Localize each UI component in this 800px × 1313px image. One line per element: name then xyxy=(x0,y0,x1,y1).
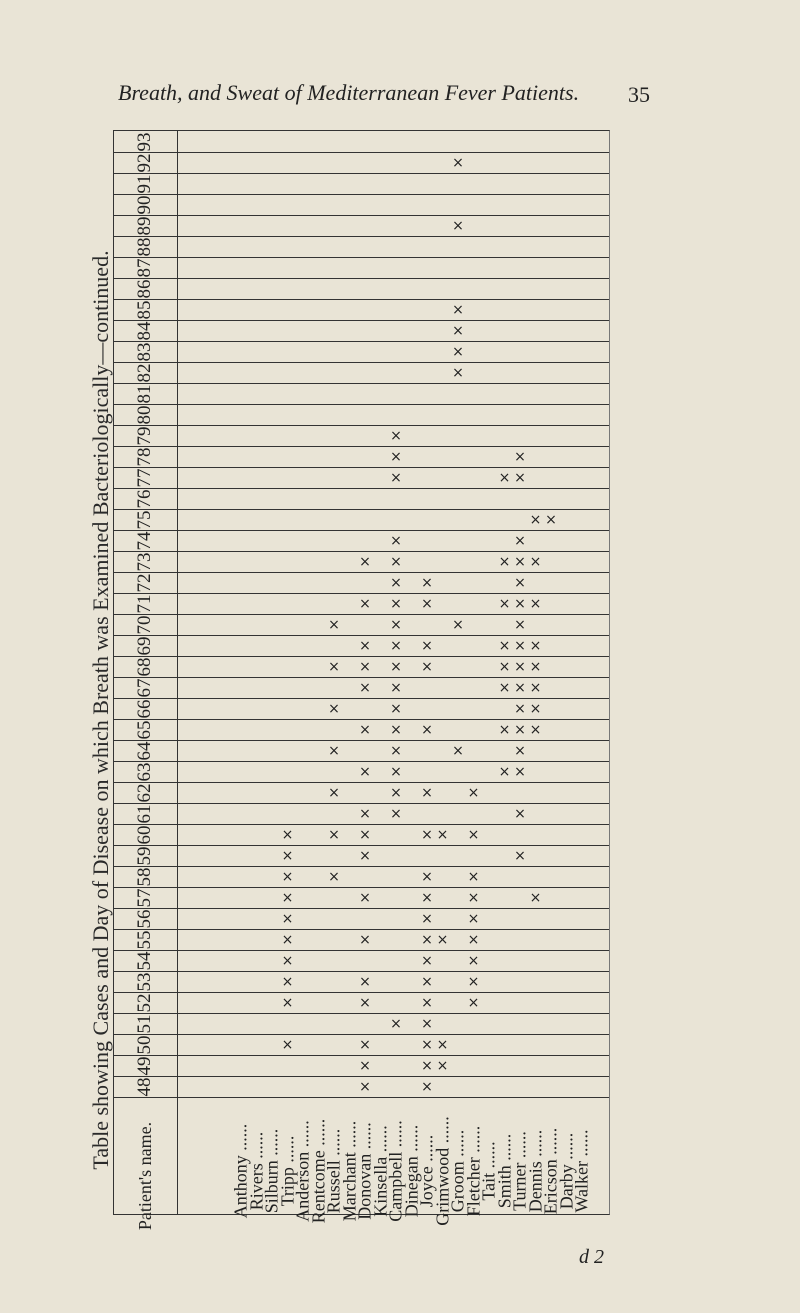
examination-mark: × xyxy=(421,868,433,885)
day-label: 67 xyxy=(134,678,155,697)
examination-mark: × xyxy=(436,1057,449,1074)
examination-mark: × xyxy=(359,805,371,822)
examination-mark: × xyxy=(390,805,402,822)
day-label: 78 xyxy=(134,447,155,466)
examination-mark: × xyxy=(328,868,340,885)
day-label: 52 xyxy=(134,993,155,1012)
examination-mark: × xyxy=(359,994,371,1011)
row-divider xyxy=(114,740,609,741)
examination-mark: × xyxy=(359,1057,371,1074)
row-divider xyxy=(114,1055,609,1056)
day-label: 66 xyxy=(134,699,155,718)
row-divider xyxy=(114,467,609,468)
examination-mark: × xyxy=(359,595,371,612)
patient-name: Marchant ...... xyxy=(339,1120,359,1222)
day-label: 85 xyxy=(134,300,155,319)
row-divider xyxy=(114,677,609,678)
row-divider xyxy=(114,215,609,216)
row-divider xyxy=(114,866,609,867)
examination-mark: × xyxy=(514,721,526,738)
examination-mark: × xyxy=(436,826,449,843)
row-divider xyxy=(114,404,609,405)
examination-mark: × xyxy=(390,1015,402,1032)
examination-mark: × xyxy=(514,679,526,696)
examination-mark: × xyxy=(359,847,371,864)
examination-mark: × xyxy=(436,931,449,948)
day-label: 90 xyxy=(134,195,155,214)
examination-mark: × xyxy=(452,301,464,318)
examination-mark: × xyxy=(498,679,511,696)
row-divider xyxy=(114,194,609,195)
day-label: 70 xyxy=(134,615,155,634)
row-divider xyxy=(114,1076,609,1077)
examination-mark: × xyxy=(421,595,433,612)
day-label: 60 xyxy=(134,825,155,844)
examination-mark: × xyxy=(390,574,402,591)
examination-mark: × xyxy=(359,973,371,990)
row-divider xyxy=(114,1034,609,1035)
day-label: 92 xyxy=(134,153,155,172)
examination-mark: × xyxy=(421,931,433,948)
examination-mark: × xyxy=(514,637,526,654)
row-divider xyxy=(114,656,609,657)
row-divider xyxy=(114,530,609,531)
day-label: 61 xyxy=(134,804,155,823)
day-label: 71 xyxy=(134,594,155,613)
examination-mark: × xyxy=(281,826,294,843)
patient-name: Rentcome ...... xyxy=(308,1118,328,1224)
examination-mark: × xyxy=(498,553,511,570)
day-label: 53 xyxy=(134,972,155,991)
day-label: 62 xyxy=(134,783,155,802)
examination-mark: × xyxy=(281,889,294,906)
patient-name: Ericson ...... xyxy=(540,1127,561,1215)
row-divider xyxy=(114,299,609,300)
patient-name: Anthony ...... xyxy=(230,1123,251,1219)
day-label: 65 xyxy=(134,720,155,739)
row-divider xyxy=(114,992,609,993)
day-label: 73 xyxy=(134,552,155,571)
day-label: 59 xyxy=(134,846,155,865)
examination-mark: × xyxy=(390,658,402,675)
examination-mark: × xyxy=(467,931,480,948)
examination-mark: × xyxy=(467,952,480,969)
row-divider xyxy=(114,761,609,762)
row-divider xyxy=(114,362,609,363)
examination-mark: × xyxy=(390,679,402,696)
examination-mark: × xyxy=(328,658,340,675)
day-label: 93 xyxy=(134,132,155,151)
patient-name: Donovan ...... xyxy=(354,1122,375,1220)
examination-mark: × xyxy=(452,322,464,339)
examination-mark: × xyxy=(359,637,371,654)
row-divider xyxy=(114,1013,609,1014)
examination-mark: × xyxy=(467,889,480,906)
examination-mark: × xyxy=(359,721,371,738)
examination-mark: × xyxy=(467,910,480,927)
day-label: 49 xyxy=(134,1056,155,1075)
row-divider xyxy=(114,635,609,636)
row-divider xyxy=(114,236,609,237)
day-label: 57 xyxy=(134,888,155,907)
row-divider xyxy=(114,551,609,552)
row-divider xyxy=(114,320,609,321)
row-divider xyxy=(114,572,609,573)
examination-mark: × xyxy=(529,889,542,906)
row-divider xyxy=(114,509,609,510)
examination-mark: × xyxy=(390,637,402,654)
examination-mark: × xyxy=(421,574,433,591)
examination-mark: × xyxy=(529,553,542,570)
examination-mark: × xyxy=(421,994,433,1011)
examination-mark: × xyxy=(452,364,464,381)
row-divider xyxy=(114,593,609,594)
examination-mark: × xyxy=(359,658,371,675)
row-divider xyxy=(114,782,609,783)
row-divider xyxy=(114,908,609,909)
day-label: 89 xyxy=(134,216,155,235)
examination-mark: × xyxy=(328,742,340,759)
day-label: 81 xyxy=(134,384,155,403)
examination-mark: × xyxy=(281,1036,294,1053)
examination-mark: × xyxy=(390,469,402,486)
patient-name: Groom ...... xyxy=(447,1129,468,1213)
patient-name: Dinegan ...... xyxy=(401,1124,421,1218)
examination-mark: × xyxy=(514,469,526,486)
day-label: 50 xyxy=(134,1035,155,1054)
examination-mark: × xyxy=(452,742,464,759)
patient-name: Silburn ...... xyxy=(261,1128,282,1214)
examination-mark: × xyxy=(421,784,433,801)
examination-mark: × xyxy=(421,1036,433,1053)
patient-name: Tripp ...... xyxy=(277,1135,297,1207)
patient-name: Smith ...... xyxy=(494,1133,514,1209)
examination-mark: × xyxy=(281,868,294,885)
day-label: 64 xyxy=(134,741,155,760)
day-label: 51 xyxy=(134,1014,155,1033)
examination-mark: × xyxy=(421,973,433,990)
day-label: 75 xyxy=(134,510,155,529)
examination-mark: × xyxy=(467,868,480,885)
day-label: 69 xyxy=(134,636,155,655)
row-divider xyxy=(114,278,609,279)
examination-mark: × xyxy=(281,952,294,969)
day-label: 56 xyxy=(134,909,155,928)
patient-name: Fletcher ...... xyxy=(463,1125,483,1217)
examination-mark: × xyxy=(467,784,480,801)
examination-mark: × xyxy=(498,469,511,486)
day-label: 74 xyxy=(134,531,155,550)
examination-mark: × xyxy=(390,448,402,465)
examination-mark: × xyxy=(390,595,402,612)
patient-name: Kinsella ...... xyxy=(370,1125,390,1217)
examination-mark: × xyxy=(421,1057,433,1074)
examination-mark: × xyxy=(514,574,526,591)
row-divider xyxy=(114,341,609,342)
examination-mark: × xyxy=(421,721,433,738)
row-divider xyxy=(114,824,609,825)
day-label: 55 xyxy=(134,930,155,949)
patient-name: Tait ...... xyxy=(478,1141,499,1201)
examination-mark: × xyxy=(328,700,340,717)
signature-mark: d 2 xyxy=(579,1246,604,1268)
day-label: 54 xyxy=(134,951,155,970)
examination-mark: × xyxy=(359,1036,371,1053)
day-label: 80 xyxy=(134,405,155,424)
examination-mark: × xyxy=(467,994,480,1011)
examination-mark: × xyxy=(514,616,526,633)
row-divider xyxy=(114,446,609,447)
examination-mark: × xyxy=(390,427,402,444)
row-divider xyxy=(114,929,609,930)
examination-mark: × xyxy=(390,532,402,549)
examination-mark: × xyxy=(529,700,542,717)
patient-name: Campbell ...... xyxy=(385,1120,406,1222)
patient-name-header: Patient's name. xyxy=(135,1121,155,1231)
row-divider xyxy=(114,488,609,489)
examination-mark: × xyxy=(359,889,371,906)
data-table xyxy=(113,130,610,1231)
patient-name: Dennis ...... xyxy=(525,1129,545,1213)
day-label: 84 xyxy=(134,321,155,340)
examination-mark: × xyxy=(498,595,511,612)
day-label: 83 xyxy=(134,342,155,361)
examination-mark: × xyxy=(421,952,433,969)
examination-mark: × xyxy=(514,553,526,570)
examination-mark: × xyxy=(359,826,371,843)
examination-mark: × xyxy=(390,553,402,570)
day-label: 76 xyxy=(134,489,155,508)
examination-mark: × xyxy=(514,742,526,759)
patient-name: Walker ...... xyxy=(571,1129,592,1213)
row-divider xyxy=(114,425,609,426)
day-label: 72 xyxy=(134,573,155,592)
patient-name: Rivers ...... xyxy=(246,1131,266,1211)
patient-name: Anderson ...... xyxy=(292,1120,313,1222)
row-divider xyxy=(114,719,609,720)
examination-mark: × xyxy=(529,679,542,696)
examination-mark: × xyxy=(281,847,294,864)
examination-mark: × xyxy=(514,847,526,864)
day-label: 86 xyxy=(134,279,155,298)
day-label: 87 xyxy=(134,258,155,277)
examination-mark: × xyxy=(514,448,526,465)
examination-mark: × xyxy=(281,910,294,927)
examination-mark: × xyxy=(328,784,340,801)
row-divider xyxy=(114,614,609,615)
examination-mark: × xyxy=(498,637,511,654)
row-divider xyxy=(114,257,609,258)
row-divider xyxy=(114,887,609,888)
examination-mark: × xyxy=(359,931,371,948)
page-header xyxy=(118,68,658,116)
examination-mark: × xyxy=(514,700,526,717)
day-label: 88 xyxy=(134,237,155,256)
examination-mark: × xyxy=(328,616,340,633)
row-divider xyxy=(114,845,609,846)
examination-mark: × xyxy=(529,637,542,654)
day-label: 63 xyxy=(134,762,155,781)
examination-mark: × xyxy=(359,763,371,780)
examination-mark: × xyxy=(498,721,511,738)
examination-mark: × xyxy=(436,1036,449,1053)
examination-mark: × xyxy=(421,637,433,654)
day-label: 82 xyxy=(134,363,155,382)
examination-mark: × xyxy=(529,658,542,675)
examination-mark: × xyxy=(390,616,402,633)
examination-mark: × xyxy=(467,826,480,843)
patient-name: Russell ...... xyxy=(323,1128,344,1214)
table-title: Table showing Cases and Day of Disease on which Breath was Examined Bacteriologically—continued. xyxy=(88,250,113,1170)
examination-mark: × xyxy=(514,595,526,612)
examination-mark: × xyxy=(281,931,294,948)
examination-mark: × xyxy=(421,889,433,906)
examination-mark: × xyxy=(390,700,402,717)
examination-mark: × xyxy=(452,616,464,633)
examination-mark: × xyxy=(359,679,371,696)
patient-name: Joyce ...... xyxy=(416,1134,437,1208)
row-divider xyxy=(114,152,609,153)
examination-mark: × xyxy=(421,1015,433,1032)
examination-mark: × xyxy=(514,763,526,780)
day-label: 91 xyxy=(134,174,155,193)
examination-mark: × xyxy=(359,553,371,570)
examination-mark: × xyxy=(498,763,511,780)
examination-mark: × xyxy=(390,784,402,801)
examination-mark: × xyxy=(452,217,464,234)
patient-name: Darby ...... xyxy=(556,1132,576,1210)
examination-mark: × xyxy=(452,343,464,360)
day-label: 48 xyxy=(134,1077,155,1096)
row-divider xyxy=(114,950,609,951)
examination-mark: × xyxy=(390,721,402,738)
examination-mark: × xyxy=(281,994,294,1011)
patient-name: Turner ...... xyxy=(509,1131,530,1211)
examination-mark: × xyxy=(529,721,542,738)
row-divider xyxy=(114,1097,609,1098)
page-number: 35 xyxy=(628,82,650,107)
examination-mark: × xyxy=(421,910,433,927)
examination-mark: × xyxy=(514,532,526,549)
examination-mark: × xyxy=(498,658,511,675)
day-label: 79 xyxy=(134,426,155,445)
examination-mark: × xyxy=(514,805,526,822)
examination-mark: × xyxy=(529,595,542,612)
row-divider xyxy=(114,173,609,174)
examination-mark: × xyxy=(529,511,542,528)
examination-mark: × xyxy=(390,742,402,759)
examination-mark: × xyxy=(359,1078,371,1095)
row-divider xyxy=(114,383,609,384)
examination-mark: × xyxy=(390,763,402,780)
examination-mark: × xyxy=(545,511,557,528)
examination-mark: × xyxy=(467,973,480,990)
day-label: 77 xyxy=(134,468,155,487)
page-running-title: Breath, and Sweat of Mediterranean Fever Patients. xyxy=(118,80,580,105)
examination-mark: × xyxy=(452,154,464,171)
examination-mark: × xyxy=(514,658,526,675)
row-divider xyxy=(114,698,609,699)
row-divider xyxy=(114,971,609,972)
examination-mark: × xyxy=(328,826,340,843)
examination-mark: × xyxy=(281,973,294,990)
row-divider xyxy=(114,803,609,804)
examination-mark: × xyxy=(421,826,433,843)
examination-mark: × xyxy=(421,658,433,675)
patient-name: Grimwood ...... xyxy=(432,1116,452,1226)
day-label: 68 xyxy=(134,657,155,676)
day-label: 58 xyxy=(134,867,155,886)
examination-mark: × xyxy=(421,1078,433,1095)
